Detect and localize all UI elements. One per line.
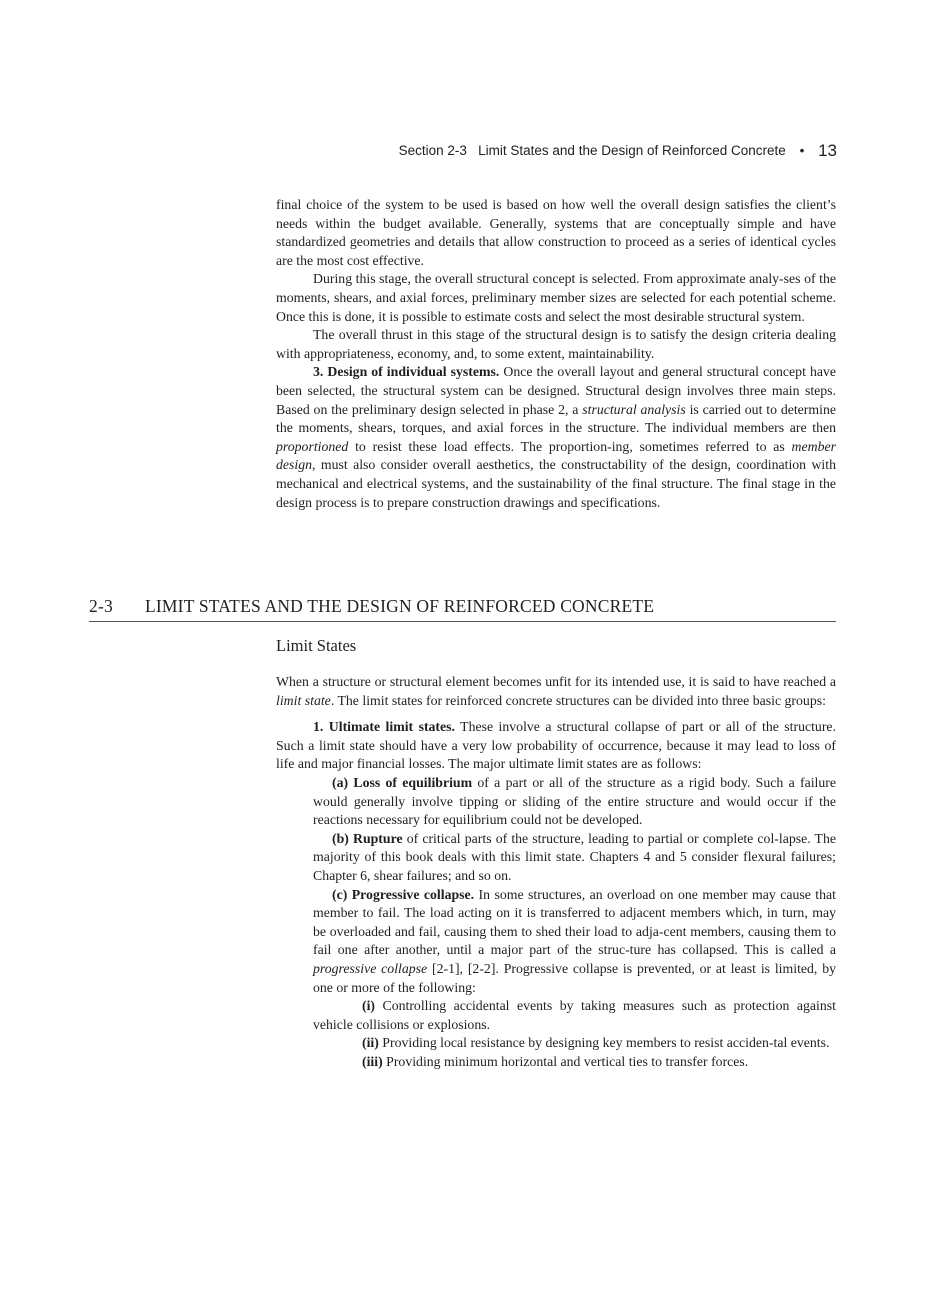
paragraph-limit-intro: When a structure or structural element becomes unfit for its intended use, it is said to have reached a limit state. The limit states for reinforced concrete structures can be divided into three basic groups: (276, 674, 836, 708)
limit-states-text-block (276, 673, 836, 1071)
paragraph-item-i: (i) Controlling accidental events by taking measures such as protection against vehicle collisions or explosions. (313, 998, 836, 1032)
paragraph-overall-thrust: The overall thrust in this stage of the structural design is to satisfy the design criteria dealing with appropriateness, economy, and, to some extent, maintainability. (276, 327, 836, 361)
page-number: 13 (818, 141, 837, 160)
item-3-lead: 3. Design of individual systems. (313, 364, 500, 380)
paragraph-progressive-collapse: (c) Progressive collapse. In some structures, an overload on one member may cause that member to fail. The load acting on it is transferred to adjacent members which, in turn, may be overloaded and fail, causing them to shed their load to adja-cent members, causing them to fail one after another, until a major part of the struc-ture has collapsed. This is called a progressive collapse [2-1], [2-2]. Progressive collapse is prevented, or at least is limited, by one or more of the following: (313, 886, 836, 995)
header-bullet: • (799, 143, 805, 158)
subheading-limit-states: Limit States (276, 636, 357, 655)
section-heading (89, 596, 836, 622)
header-section: Section 2-3 (398, 143, 467, 158)
section-title: LIMIT STATES AND THE DESIGN OF REINFORCED CONCRETE (145, 596, 655, 616)
paragraph-structural-concept: During this stage, the overall structural concept is selected. From approximate analy-ses of the moments, shears, and axial forces, preliminary member sizes are selected for each potential scheme. Once this is done, it is possible to estimate costs and select the most desirable structural system. (276, 271, 836, 324)
paragraph-rupture: (b) Rupture of critical parts of the structure, leading to partial or complete col-lapse. The majority of this book deals with this limit state. Chapters 4 and 5 consider flexural failures; Chapter 6, shear failures; and so on. (313, 830, 837, 883)
paragraph-item-iii: (iii) Providing minimum horizontal and vertical ties to transfer forces. (362, 1053, 749, 1069)
running-header (275, 141, 837, 161)
header-title: Limit States and the Design of Reinforced Concrete (478, 143, 786, 158)
top-text-block (276, 196, 836, 512)
paragraph-ultimate-limit-states: 1. Ultimate limit states. These involve a structural collapse of part or all of the structure. Such a limit state should have a very low probability of occurrence, because it may lead to loss of life and major financial losses. The major ultimate limit states are as follows: (276, 719, 836, 772)
paragraph-individual-systems: 3. Design of individual systems. Once the overall layout and general structural concept have been selected, the structural system can be designed. Structural design involves three main steps. Based on the preliminary design selected in phase 2, a structural analysis is carried out to determine the moments, shears, torques, and axial forces in the structure. The individual members are then proportioned to resist these load effects. The proportion-ing, sometimes referred to as member design, must also consider overall aesthetics, the constructability of the design, coordination with mechanical and electrical systems, and the sustainability of the final structure. The final stage in the design process is to prepare construction drawings and specifications. (276, 364, 836, 510)
paragraph-item-ii: (ii) Providing local resistance by designing key members to resist acciden-tal events. (362, 1035, 830, 1051)
item-1-lead: 1. Ultimate limit states. (313, 719, 455, 735)
paragraph-final-choice: final choice of the system to be used is based on how well the overall design satisfies the client’s needs within the budget available. Generally, systems that are conceptually simple and have standardized geometries and details that allow construction to proceed as a series of identical cycles are the most cost effective. (276, 197, 836, 268)
section-number: 2-3 (89, 596, 113, 616)
paragraph-loss-of-equilibrium: (a) Loss of equilibrium of a part or all of the structure as a rigid body. Such a failure would generally involve tipping or sliding of the entire structure and would occur if the reactions necessary for equilibrium could not be developed. (313, 774, 836, 828)
